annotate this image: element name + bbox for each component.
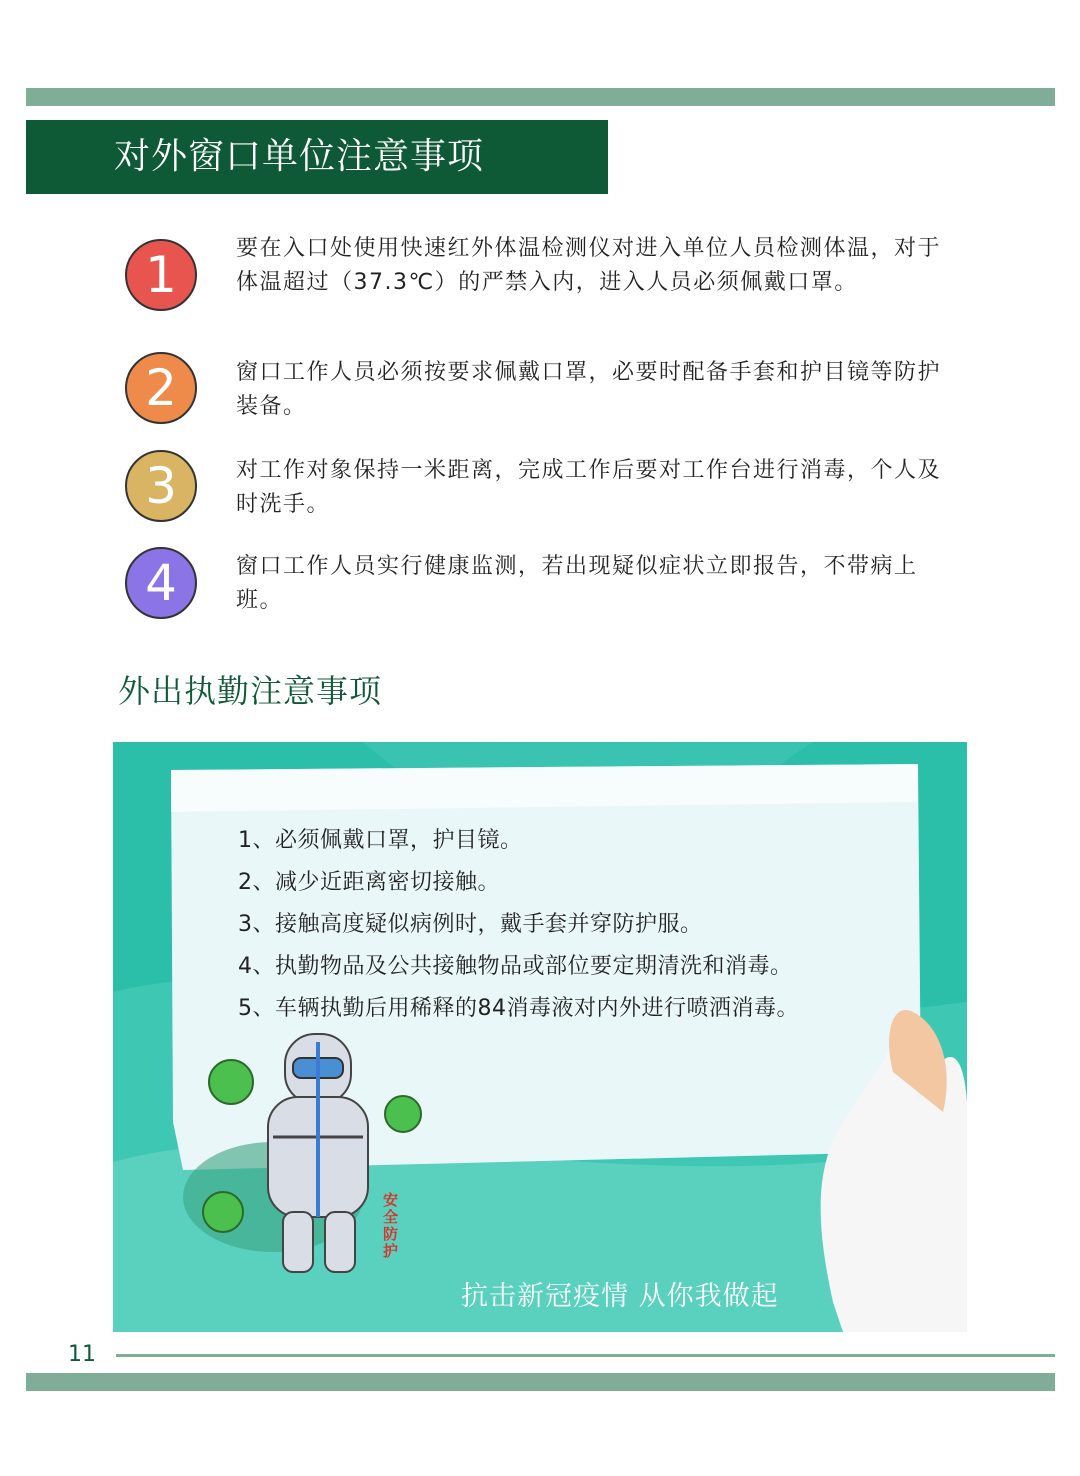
list-item: 1、必须佩戴口罩，护目镜。	[238, 828, 523, 853]
number-badge: 2	[125, 352, 197, 424]
page-title-banner	[26, 120, 608, 194]
rule-text: 对工作对象保持一米距离，完成工作后要对工作台进行消毒，个人及时洗手。	[236, 458, 942, 517]
page-number: 11	[68, 1342, 96, 1367]
rule-text: 要在入口处使用快速红外体温检测仪对进入单位人员检测体温，对于体温超过（37.3℃）的严禁入内，进入人员必须佩戴口罩。	[236, 236, 942, 295]
field-rules-list	[238, 820, 799, 1030]
list-item: 4、执勤物品及公共接触物品或部位要定期清洗和消毒。	[238, 954, 793, 979]
safety-stamp: 安全防护	[383, 1191, 399, 1260]
page-title: 对外窗口单位注意事项	[114, 136, 485, 177]
rule-text: 窗口工作人员实行健康监测，若出现疑似症状立即报告，不带病上班。	[236, 554, 918, 613]
list-item: 5、车辆执勤后用稀释的84消毒液对内外进行喷洒消毒。	[238, 996, 799, 1021]
rule-text: 窗口工作人员必须按要求佩戴口罩，必要时配备手套和护目镜等防护装备。	[236, 360, 942, 419]
slogan: 抗击新冠疫情 从你我做起	[461, 1281, 779, 1312]
footer-divider	[116, 1354, 1055, 1357]
number-badge: 4	[125, 547, 197, 619]
list-item: 3、接触高度疑似病例时，戴手套并穿防护服。	[238, 912, 703, 937]
number-badge: 3	[125, 450, 197, 522]
section-title: 外出执勤注意事项	[118, 672, 383, 710]
list-item: 2、减少近距离密切接触。	[238, 870, 500, 895]
bottom-decorative-bar	[26, 1373, 1055, 1391]
top-decorative-bar	[26, 88, 1055, 106]
number-badge: 1	[125, 239, 197, 311]
